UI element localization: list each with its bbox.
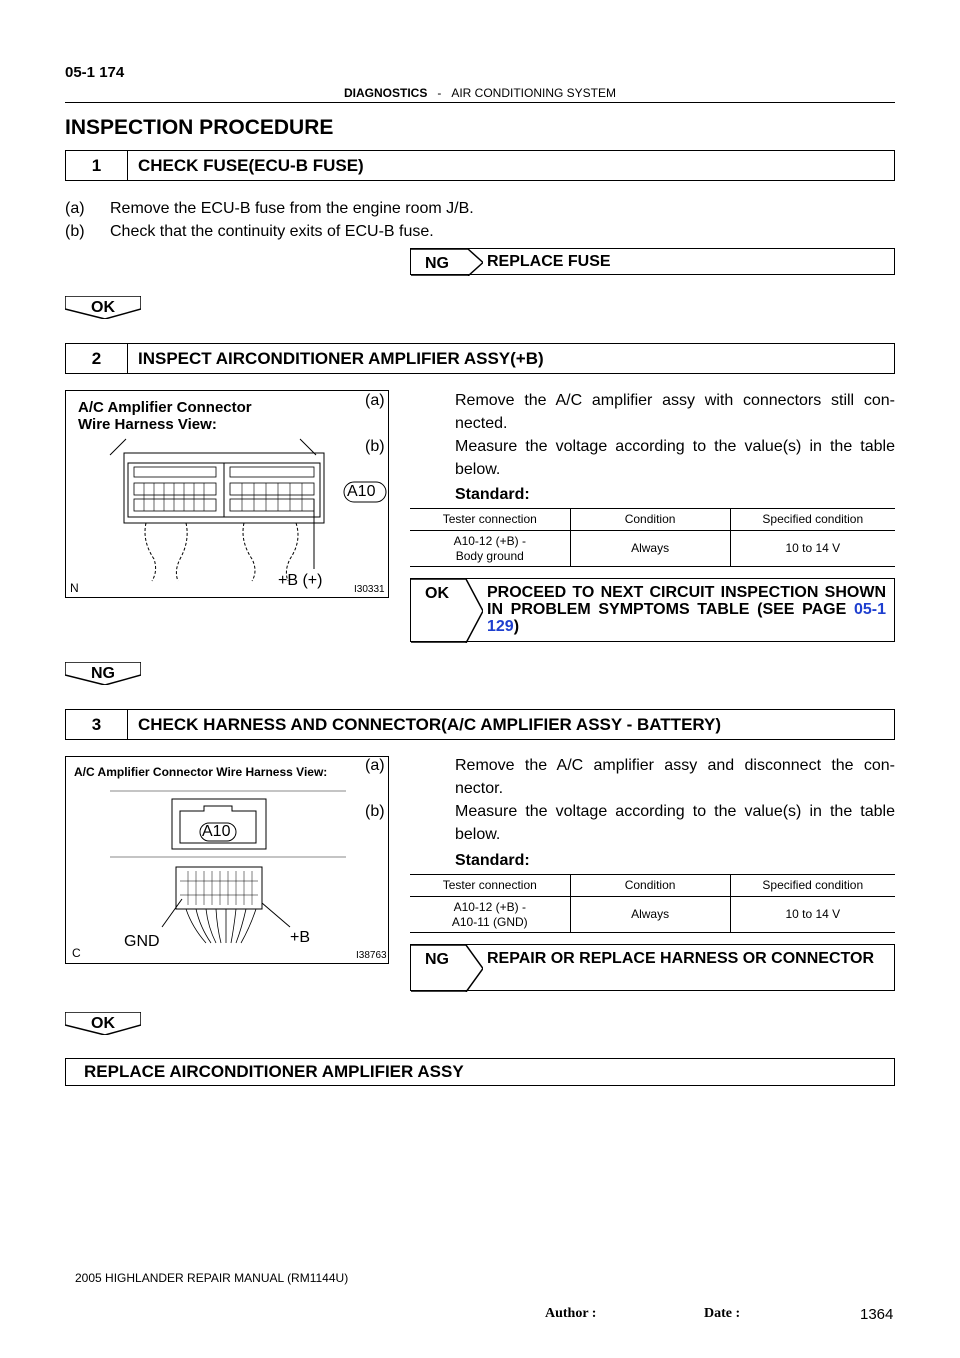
figure-title: A/C Amplifier Connector Wire Harness View: (74, 765, 328, 779)
step-1-instruction-a (65, 197, 895, 220)
figure-title-line1: A/C Amplifier Connector (78, 399, 252, 416)
ok-result-text (483, 579, 894, 639)
page-code: 05-1 174 (65, 64, 125, 81)
ng-result-text: REPLACE FUSE (487, 253, 611, 270)
table-header-cell: Condition (570, 509, 730, 531)
step-1-number: 1 (66, 151, 128, 180)
ok-arrow-tag (411, 579, 483, 641)
connection-line: A10-11 (GND) (451, 914, 528, 929)
step-2-title: INSPECT AIRCONDITIONER AMPLIFIER ASSY(+B) (138, 348, 544, 368)
manual-footer: 2005 HIGHLANDER REPAIR MANUAL (RM1144U) (75, 1271, 349, 1285)
connector-drawing (66, 391, 390, 599)
instruction-marker: (b) (365, 803, 385, 820)
page-reference-link[interactable]: 05-1 129 (487, 601, 887, 635)
step-3-header (65, 709, 895, 740)
step-1-ok-tag (65, 296, 141, 319)
step-1-instruction-b (65, 220, 895, 243)
figure-corner-mark: N (70, 581, 79, 595)
header-separator: - (437, 86, 442, 100)
table-header-cell: Tester connection (410, 509, 570, 531)
specified-condition-cell: 10 to 14 V (730, 897, 895, 933)
step-3-instruction-b (365, 800, 895, 846)
table-header-cell: Specified condition (730, 509, 895, 531)
page-title: INSPECTION PROCEDURE (65, 116, 334, 139)
date-label: Date : (704, 1306, 741, 1321)
page-number: 1364 (860, 1306, 894, 1323)
step-1-title: CHECK FUSE(ECU-B FUSE) (138, 155, 364, 175)
ng-label: NG (425, 255, 449, 272)
specified-condition-cell: 10 to 14 V (730, 531, 895, 567)
figure-title-line2: Wire Harness View: (78, 416, 217, 433)
connection-line: Body ground (455, 548, 524, 563)
ng-arrow-tag (411, 945, 483, 990)
step-3-title: CHECK HARNESS AND CONNECTOR(A/C AMPLIFIER ASSY - BATTERY) (138, 714, 722, 734)
table-header-row (410, 875, 895, 897)
final-action-box: REPLACE AIRCONDITIONER AMPLIFIER ASSY (65, 1058, 895, 1086)
ok-label: OK (91, 299, 115, 316)
step-2-instruction-a (365, 389, 895, 435)
plus-b-label: +B (290, 929, 311, 946)
figure-corner-mark: C (72, 946, 81, 960)
running-header (65, 86, 895, 103)
ok-label: OK (425, 585, 449, 602)
instruction-marker: (a) (365, 392, 385, 409)
step-3-number: 3 (66, 710, 128, 739)
instruction-text: Check that the continuity exits of ECU-B fuse. (110, 223, 434, 240)
step-1-ng-result (410, 248, 895, 275)
ng-label: NG (425, 951, 449, 968)
gnd-label: GND (124, 933, 160, 950)
step-3-connector-figure (65, 756, 389, 964)
table-row (410, 897, 895, 933)
table-header-cell: Condition (570, 875, 730, 897)
step-2-connector-figure (65, 390, 389, 598)
step-2-header (65, 343, 895, 374)
connector-code-label: A10 (347, 483, 376, 500)
step-3-spec-table (410, 874, 895, 933)
figure-id: I30331 (354, 584, 385, 595)
table-header-cell: Specified condition (730, 875, 895, 897)
section-name: DIAGNOSTICS (343, 86, 428, 100)
instruction-text: Measure the voltage according to the value(s) in the table below. (455, 438, 895, 478)
table-header-cell: Tester connection (410, 875, 570, 897)
tester-connection-cell (410, 531, 570, 567)
author-label: Author : (545, 1306, 597, 1321)
figure-id: I38763 (356, 950, 387, 961)
instruction-text: Measure the voltage according to the value(s) in the table below. (455, 803, 895, 843)
step-2-ok-result (410, 578, 895, 642)
instruction-text: Remove the ECU-B fuse from the engine room J/B. (110, 200, 474, 217)
result-text: PROCEED TO NEXT CIRCUIT INSPECTION SHOWN IN PROBLEM SYMPTOMS TABLE (SEE PAGE (487, 584, 886, 618)
standard-label: Standard: (455, 852, 530, 869)
step-3-ng-result (410, 944, 895, 991)
step-2-number: 2 (66, 344, 128, 373)
subsection-name: AIR CONDITIONING SYSTEM (451, 86, 617, 100)
step-2-spec-table (410, 508, 895, 567)
step-3-ok-tag (65, 1012, 141, 1035)
instruction-marker: (b) (365, 438, 385, 455)
step-2-ng-tag (65, 662, 141, 685)
connection-line: A10-12 (+B) - (453, 899, 526, 914)
table-row (410, 531, 895, 567)
condition-cell: Always (570, 897, 730, 933)
tester-connection-cell (410, 897, 570, 933)
instruction-text: Remove the A/C amplifier assy with connectors still con- nected. (455, 392, 895, 432)
table-header-row (410, 509, 895, 531)
terminal-label: +B (+) (278, 572, 323, 589)
instruction-marker: (a) (65, 200, 85, 217)
connection-line: A10-12 (+B) - (453, 533, 526, 548)
connector-code-label: A10 (202, 823, 231, 840)
step-3-instruction-a (365, 754, 895, 800)
condition-cell: Always (570, 531, 730, 567)
step-1-header (65, 150, 895, 181)
ng-label: NG (91, 665, 115, 682)
ng-result-text: REPAIR OR REPLACE HARNESS OR CONNECTOR (487, 950, 874, 967)
connector-drawing (66, 757, 390, 965)
ng-arrow-tag (411, 249, 483, 274)
result-close: ) (513, 618, 520, 635)
instruction-marker: (a) (365, 757, 385, 774)
step-2-instruction-b (365, 435, 895, 481)
instruction-marker: (b) (65, 223, 85, 240)
ok-label: OK (91, 1015, 115, 1032)
standard-label: Standard: (455, 486, 530, 503)
instruction-text: Remove the A/C amplifier assy and disconnect the con- nector. (455, 757, 895, 797)
